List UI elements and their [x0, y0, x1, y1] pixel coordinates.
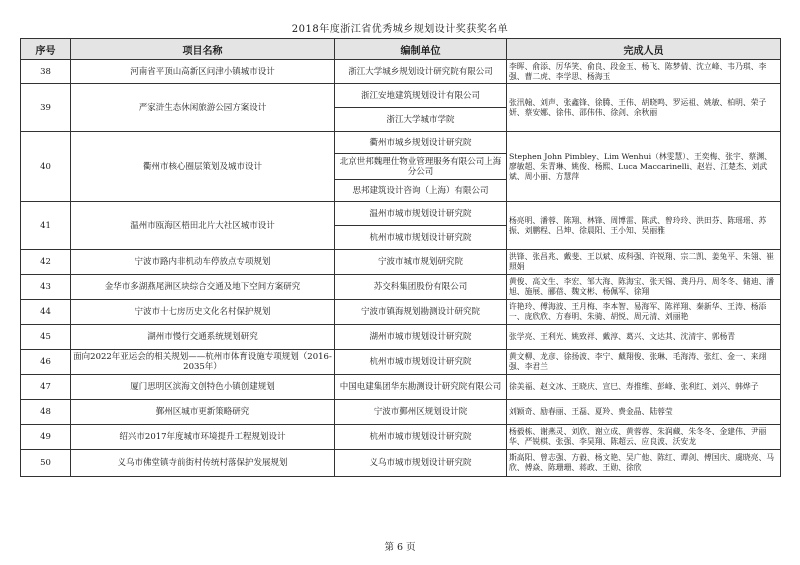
- project-name: 严家浒生态休闲旅游公园方案设计: [71, 84, 335, 132]
- header-people: 完成人员: [507, 39, 781, 60]
- table-row: [21, 202, 781, 226]
- unit-name: 衢州市城乡规划设计研究院: [335, 132, 507, 154]
- people-list: 洪锋、张昌兆、戴斐、王以斌、成科强、许锐翔、宗二凯、姜兔平、朱翎、崔照娟: [507, 250, 781, 275]
- people-list: Stephen John Pimbley、Lim Wenhui（林雯慧）、王奕梅、张宇、蔡渊、廖敏超、朱青琳、姚俊、杨熙、Luca Maccarinelli、赵岩、江楚杰、刘武斌、周小丽、方慧萍: [507, 132, 781, 202]
- table-row: [21, 375, 781, 400]
- table-row: [21, 132, 781, 154]
- table-row: [21, 350, 781, 375]
- unit-name: 义乌市城市规划设计研究院: [335, 450, 507, 477]
- row-number: 43: [21, 275, 71, 300]
- row-number: 39: [21, 84, 71, 132]
- unit-name: 杭州市城市规划设计研究院: [335, 350, 507, 375]
- unit-name: 思邦建筑设计咨询（上海）有限公司: [335, 180, 507, 202]
- project-name: 面向2022年亚运会的相关规划——杭州市体育设施专项规划（2016-2035年）: [71, 350, 335, 375]
- project-name: 厦门思明区滨海文创特色小镇创建规划: [71, 375, 335, 400]
- row-number: 49: [21, 425, 71, 450]
- unit-name: 浙江安地建筑规划设计有限公司: [335, 84, 507, 108]
- unit-name: 浙江大学城乡规划设计研究院有限公司: [335, 60, 507, 84]
- row-number: 44: [21, 300, 71, 325]
- people-list: 李晖、俞添、厉华笑、俞良、段金玉、杨飞、陈梦倩、沈立峰、韦乃琪、李强、曹二虎、李学思、杨海玉: [507, 60, 781, 84]
- table-row: [21, 400, 781, 425]
- table-header-row: [21, 39, 781, 60]
- row-number: 46: [21, 350, 71, 375]
- row-number: 40: [21, 132, 71, 202]
- unit-name: 温州市城市规划设计研究院: [335, 202, 507, 226]
- table-row: [21, 325, 781, 350]
- row-number: 47: [21, 375, 71, 400]
- unit-name: 中国电建集团华东勘测设计研究院有限公司: [335, 375, 507, 400]
- table-row: [21, 250, 781, 275]
- people-list: 黄文柳、龙彦、徐扬波、李宁、戴翔俊、张琳、毛海涛、张红、金一、来翊强、李君兰: [507, 350, 781, 375]
- people-list: 斯高阳、曾志强、方毅、杨文艳、吴广他、陈红、谭剑、傅国庆、虞晓亮、马欣、傅焱、陈珊珊、蒋政、王勋、徐欣: [507, 450, 781, 477]
- unit-name: 宁波市镇海规划勘测设计研究院: [335, 300, 507, 325]
- unit-name: 杭州市城市规划设计研究院: [335, 226, 507, 250]
- row-number: 45: [21, 325, 71, 350]
- people-list: 杨亮明、潘蓉、陈翔、林锋、周博雷、陈武、曾玲玲、洪田芬、陈瑶瑶、苏振、刘鹏程、吕坤、徐晨阳、王小知、吴丽雅: [507, 202, 781, 250]
- unit-name: 浙江大学城市学院: [335, 108, 507, 132]
- table-row: [21, 450, 781, 477]
- project-name: 绍兴市2017年度城市环境提升工程规划设计: [71, 425, 335, 450]
- project-name: 义乌市佛堂镇寺前街村传统村落保护发展规划: [71, 450, 335, 477]
- row-number: 38: [21, 60, 71, 84]
- page-number: 第 6 页: [384, 542, 416, 553]
- header-unit: 编制单位: [335, 39, 507, 60]
- unit-name: 湖州市城市规划设计研究院: [335, 325, 507, 350]
- project-name: 湖州市慢行交通系统规划研究: [71, 325, 335, 350]
- row-number: 42: [21, 250, 71, 275]
- people-list: 许艳玲、傅海波、王月梅、李本智、易海军、陈祥翔、秦新华、王涛、杨添一、庞欣欣、方春明、朱骑、胡悦、周元清、刘丽艳: [507, 300, 781, 325]
- people-list: 黄俊、高文生、李宏、邹大海、陈海宝、张天锡、龚丹丹、周冬冬、储迪、潘旭、施展、郦蓓、魏文彬、杨佩军、徐翔: [507, 275, 781, 300]
- unit-name: 宁波市鄞州区规划设计院: [335, 400, 507, 425]
- people-list: 刘颖奇、励春丽、王磊、夏羚、费金晶、陆蓉莹: [507, 400, 781, 425]
- project-name: 衢州市核心圈层策划及城市设计: [71, 132, 335, 202]
- row-number: 50: [21, 450, 71, 477]
- award-table: [20, 38, 781, 477]
- people-list: 杨毅栋、谢燕灵、刘欣、谢立成、黄蓉蓉、朱润藏、朱冬冬、金建伟、尹丽华、严锐棋、张强、李昊翔、陈超云、应良波、沃安龙: [507, 425, 781, 450]
- row-number: 48: [21, 400, 71, 425]
- row-number: 41: [21, 202, 71, 250]
- header-project: 项目名称: [71, 39, 335, 60]
- unit-name: 杭州市城市规划设计研究院: [335, 425, 507, 450]
- project-name: 鄞州区城市更新策略研究: [71, 400, 335, 425]
- unit-name: 北京世邦魏理仕物业管理服务有限公司上海分公司: [335, 154, 507, 180]
- table-row: [21, 300, 781, 325]
- header-no: 序号: [21, 39, 71, 60]
- table-row: [21, 425, 781, 450]
- people-list: 张学亮、王利光、姚致祥、戴淳、葛兴、文达其、沈清宇、郭杨青: [507, 325, 781, 350]
- project-name: 宁波市路内非机动车停放点专项规划: [71, 250, 335, 275]
- people-list: 张汛翰、刘声、张鑫锋、徐腾、王伟、胡晓鸣、罗运祖、姚敏、柏明、荣子妍、蔡安娜、徐伟、邵伟伟、徐剑、余秋丽: [507, 84, 781, 132]
- project-name: 金华市多湖燕尾洲区块综合交通及地下空间方案研究: [71, 275, 335, 300]
- table-row: [21, 275, 781, 300]
- unit-name: 苏交科集团股份有限公司: [335, 275, 507, 300]
- project-name: 温州市瓯海区梧田北片大社区城市设计: [71, 202, 335, 250]
- table-row: [21, 60, 781, 84]
- project-name: 宁波市十七房历史文化名村保护规划: [71, 300, 335, 325]
- page-title: 2018年度浙江省优秀城乡规划设计奖获奖名单: [291, 24, 509, 35]
- unit-name: 宁波市城市规划研究院: [335, 250, 507, 275]
- project-name: 河南省平顶山高新区问津小镇城市设计: [71, 60, 335, 84]
- people-list: 徐美福、赵文冰、王晓庆、宣巳、寿推维、彭峰、张利红、刘兴、韩烨子: [507, 375, 781, 400]
- table-row: [21, 84, 781, 108]
